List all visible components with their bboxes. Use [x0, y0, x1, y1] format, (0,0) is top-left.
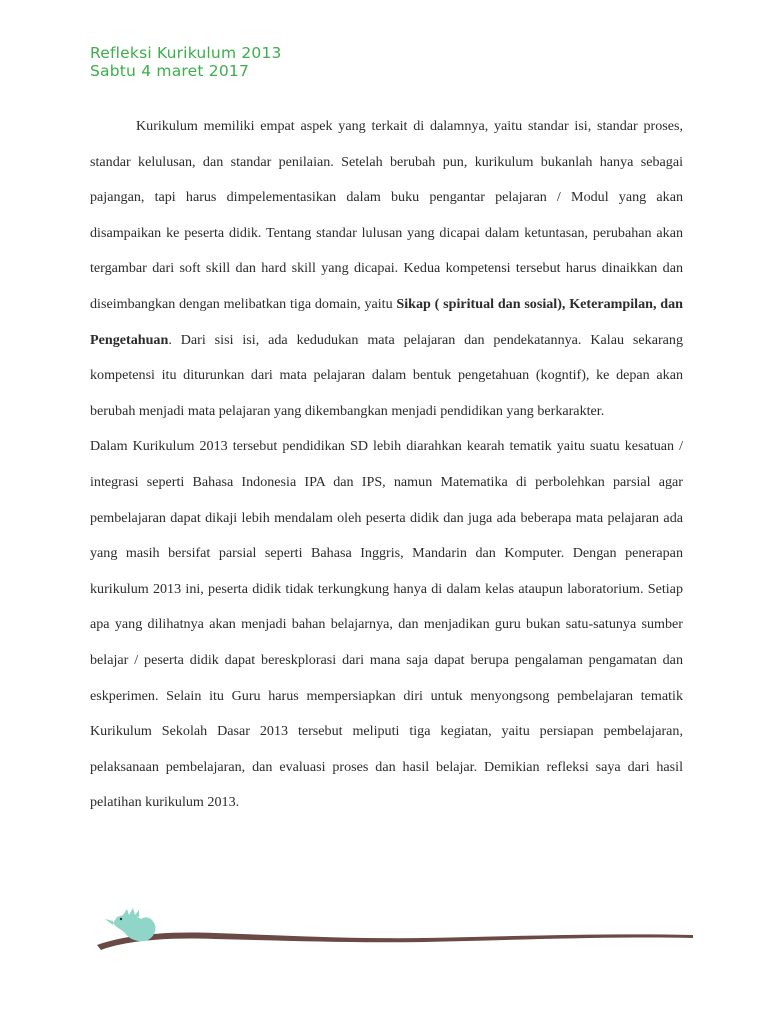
bird-eye-shape [120, 918, 122, 920]
paragraph-1-text-a: Kurikulum memiliki empat aspek yang terkait di dalamnya, yaitu standar isi, standar proses, standar kelulusan, dan standar penilaian. Setelah berubah pun, kurikulum bukanlah hanya sebagai pajangan, tapi harus dimpelementasikan dalam buku pengantar pelajaran / Modul yang akan disampaikan ke peserta didik. Tentang standar lulusan yang dicapai dalam ketuntasan, perubahan akan tergambar dari soft skill dan hard skill yang dicapai. Kedua kompetensi tersebut harus dinaikkan dan diseimbangkan dengan melibatkan tiga domain, yaitu [90, 118, 683, 312]
paragraph-2: Dalam Kurikulum 2013 tersebut pendidikan SD lebih diarahkan kearah tematik yaitu suatu kesatuan / integrasi seperti Bahasa Indonesia IPA dan IPS, namun Matematika di perbolehkan parsial agar pembelajaran dapat dikaji lebih mendalam oleh peserta didik dan juga ada beberapa mata pelajaran ada yang masih bersifat parsial seperti Bahasa Inggris, Mandarin dan Komputer. Dengan penerapan kurikulum 2013 ini, peserta didik tidak terkungkung hanya di dalam kelas ataupun laboratorium. Setiap apa yang dilihatnya akan menjadi bahan belajarnya, dan menjadikan guru bukan satu-satunya sumber belajar / peserta didik dapat bereskplorasi dari mana saja dapat berupa pengalaman pengamatan dan eskperimen. Selain itu Guru harus mempersiapkan diri untuk menyongsong pembelajaran tematik Kurikulum Sekolah Dasar 2013 tersebut meliputi tiga kegiatan, yaitu persiapan pembelajaran, pelaksanaan pembelajaran, dan evaluasi proses dan hasil belajar. Demikian refleksi saya dari hasil pelatihan kurikulum 2013. [90, 438, 683, 811]
document-title: Refleksi Kurikulum 2013 [90, 44, 282, 62]
paragraph-1 [90, 109, 683, 429]
document-body [90, 109, 683, 821]
bird-beak-shape [105, 919, 113, 925]
bird-body-shape [113, 915, 156, 941]
document-date: Sabtu 4 maret 2017 [90, 62, 250, 80]
bird-on-branch-icon [95, 905, 695, 955]
paragraph-1-text-b: . Dari sisi isi, ada kedudukan mata pelajaran dan pendekatannya. Kalau sekarang kompetensi itu diturunkan dari mata pelajaran dalam bentuk pengetahuan (kogntif), ke depan akan berubah menjadi mata pelajaran yang dikembangkan menjadi pendidikan yang berkarakter. [90, 331, 683, 419]
branch-shape [97, 933, 693, 951]
document-header [90, 44, 282, 80]
paragraph-1-bold-domains: Sikap ( spiritual dan sosial), Keterampilan, dan Pengetahuan [90, 295, 683, 348]
